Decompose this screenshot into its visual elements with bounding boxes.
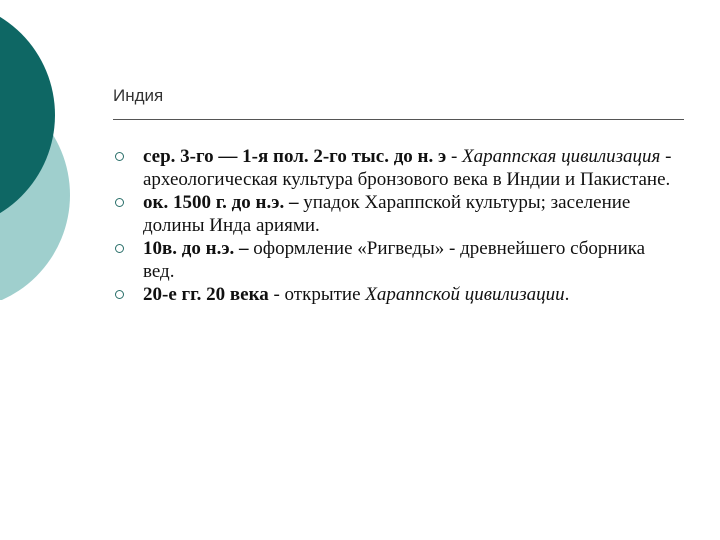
bullet-list	[113, 145, 673, 306]
bullet-italic: Хараппской цивилизации	[365, 284, 565, 305]
bullet-italic: Хараппская цивилизация	[462, 146, 661, 167]
bullet-date: сер. 3-го — 1-я пол. 2-го тыс. до н. э	[143, 146, 447, 167]
bullet-circle-icon	[115, 198, 124, 207]
bullet-item	[113, 283, 673, 306]
decorative-circles	[0, 0, 120, 300]
bullet-text: упадок Хараппской культуры; заселение долины Инда ариями.	[143, 192, 631, 236]
bullet-text: - археологическая культура бронзового века в Индии и Пакистане.	[143, 146, 672, 190]
bullet-text: - открытие	[268, 284, 366, 305]
bullet-circle-icon	[115, 290, 124, 299]
bullet-circle-icon	[115, 244, 124, 253]
bullet-text: -	[446, 146, 463, 167]
bullet-item	[113, 191, 673, 237]
slide-title: Индия	[113, 86, 164, 105]
bullet-date: 20-е гг. 20 века	[143, 284, 269, 305]
bullet-item	[113, 145, 673, 191]
bullet-text: .	[564, 284, 570, 305]
bullet-circle-icon	[115, 152, 124, 161]
bullet-text: оформление «Ригведы» - древнейшего сборника вед.	[143, 238, 646, 282]
title-divider	[113, 119, 684, 120]
bullet-date: 10в. до н.э. –	[143, 238, 249, 259]
bullet-item	[113, 237, 673, 283]
bullet-date: ок. 1500 г. до н.э. –	[143, 192, 299, 213]
